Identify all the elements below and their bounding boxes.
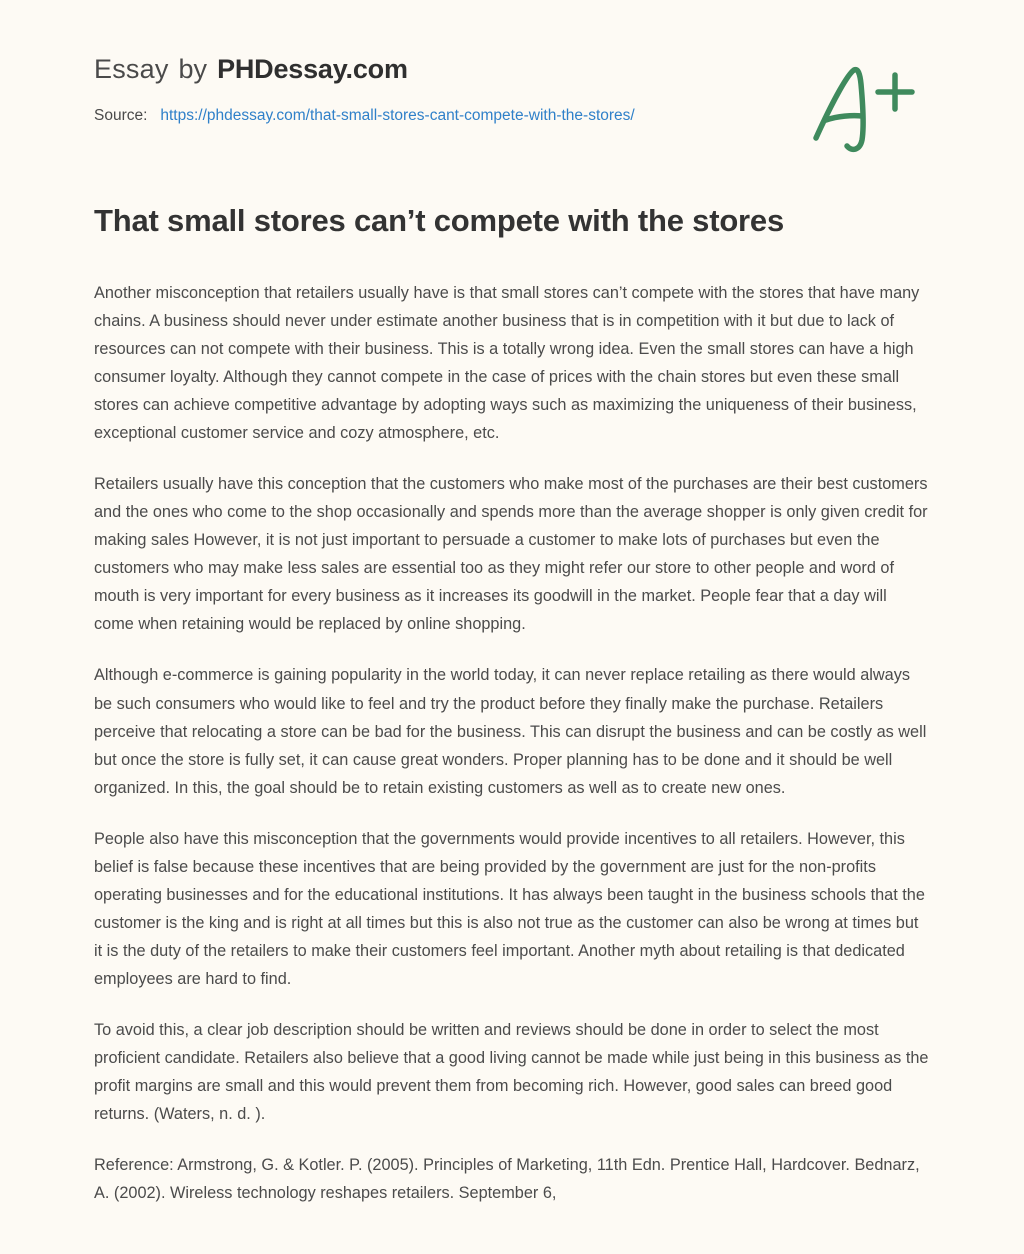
brand-by-label: by [178, 54, 208, 84]
a-plus-logo-icon [804, 58, 924, 154]
paragraph: People also have this misconception that the governments would provide incentives to all retailers. However, this belief is false because these incentives that are being provided by the government are just for the non-profits operating businesses and for the educational institutions. It has always been taught in the business schools that the customer is the king and is right at all times but this is also not true as the customer can also be wrong at times but it is the duty of the retailers to make their customers feel important. Another myth about retailing is that dedicated employees are hard to find. [94, 829, 925, 988]
paragraph: To avoid this, a clear job description should be written and reviews should be done in order to select the most proficient candidate. Retailers also believe that a good living cannot be made while just being in this business as the profit margins are small and this would prevent them from becoming rich. However, good sales can breed good returns. (Waters, n. d. ). [94, 1020, 929, 1123]
paragraph: Although e-commerce is gaining popularity in the world today, it can never replace retailing as there would always be such consumers who would like to feel and try the product before they finally make the purchase. Retailers perceive that relocating a store can be bad for the business. This can disrupt the business and can be costly as well but once the store is fully set, it can cause great wonders. Proper planning has to be done and it should be well organized. In this, the goal should be to retain existing customers as well as to create new ones. [94, 666, 927, 797]
source-url-link[interactable]: https://phdessay.com/that-small-stores-cant-compete-with-the-stores/ [160, 107, 635, 124]
paragraph: Retailers usually have this conception that the customers who make most of the purchases are their best customers and the ones who come to the shop occasionally and spends more than the average shopper is only given credit for making sales However, it is not just important to persuade a customer to make lots of purchases but even the customers who may make less sales are essential too as they might refer our store to other people and word of mouth is very important for every business as it increases its goodwill in the market. People fear that a day will come when retaining would be replaced by online shopping. [94, 475, 928, 634]
paragraph: Another misconception that retailers usually have is that small stores can’t compete with the stores that have many chains. A business should never under estimate another business that is in competition with it but due to lack of resources can not compete with their business. This is a totally wrong idea. Even the small stores can have a high consumer loyalty. Although they cannot compete in the case of prices with the chain stores but even these small stores can achieve competitive advantage by adopting ways such as maximizing the uniqueness of their business, exceptional customer service and cozy atmosphere, etc. [94, 284, 920, 443]
article-body [94, 279, 930, 1206]
brand-essay-label: Essay [94, 54, 169, 84]
source-label: Source: [94, 107, 148, 124]
brand-site-name: PHDessay.com [217, 54, 408, 84]
page-title: That small stores can’t compete with the stores [94, 203, 785, 238]
reference-paragraph: Reference: Armstrong, G. & Kotler. P. (2005). Principles of Marketing, 11th Edn. Prentice Hall, Hardcover. Bednarz, A. (2002). Wireless technology reshapes retailers. September 6, [94, 1155, 920, 1202]
